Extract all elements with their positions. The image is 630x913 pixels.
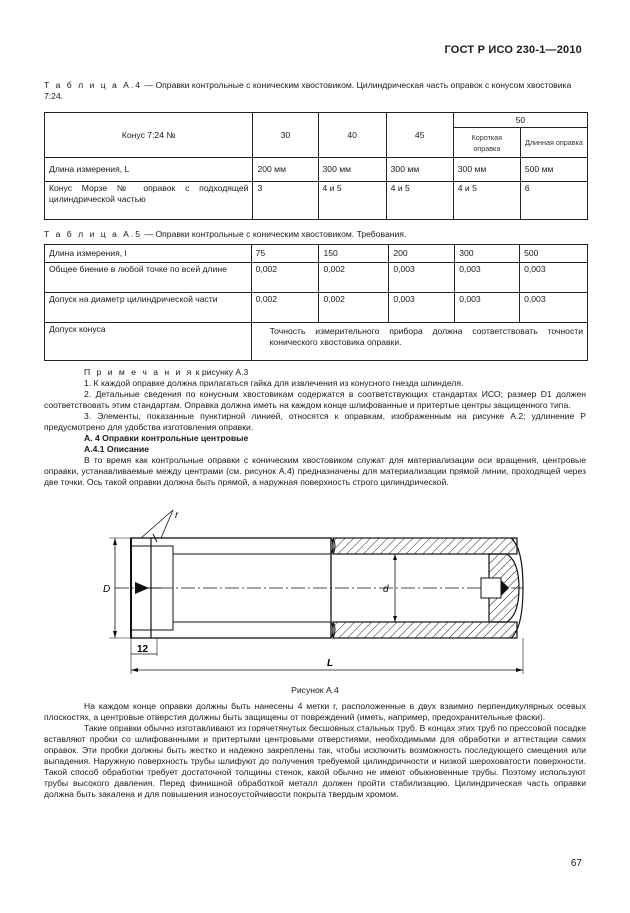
table-row <box>45 323 588 361</box>
standard-header: ГОСТ Р ИСО 230-1—2010 <box>444 44 582 56</box>
section-subheading: А.4.1 Описание <box>84 444 150 454</box>
note-1: 1. К каждой оправке должна прилагаться гайка для извлечения из конусного гнезда шпинделя. <box>84 378 464 388</box>
figure-a4-drawing <box>95 508 535 686</box>
col-head-long: Длинная оправка <box>520 128 587 158</box>
table-a5-caption-prefix: Т а б л и ц а А.5 <box>44 229 143 239</box>
table-a4 <box>44 112 588 220</box>
table-a5 <box>44 244 588 361</box>
body-paragraph-2: Такие оправки обычно изготавливают из горячетянутых бесшовных стальных труб. В концах этих труб по прессовой посадке вставляют пробки со шлифованными и притертыми центровыми отверстиями, необходимыми для обработки и аттестации самих оправок. Эти пробки должны быть жестко и надежно закреплены так, чтобы исключить возможность последующего смещения или выпадения. Наружную поверхность трубы шлифуют до получения требуемой цилиндричности и низкой шероховатости поверхности. Такой способ обработки требует достаточной толщины стенок, какой обычно не имеют обыкновенные трубы. Поэтому используют трубы высокого давления. Перед финишной обработкой металл должен пройти стабилизацию. Цилиндрическая часть оправки должна быть закалена и для повышения износоустойчивости покрыта твердым хромом. <box>44 723 586 799</box>
row-label: Конус Морзе № оправок с подходящей цилиндрической частью <box>45 182 253 220</box>
row-label: Допуск на диаметр цилиндрической части <box>45 293 252 323</box>
row-label: Длина измерения, l <box>45 245 252 263</box>
notes-title-rest: к рисунку А.3 <box>193 367 249 377</box>
col-head-50: 50 <box>453 113 587 128</box>
label-D: D <box>103 584 111 595</box>
col-head-short: Короткая оправка <box>453 128 520 158</box>
cell: 0,002 <box>251 263 319 293</box>
cell: 4 и 5 <box>318 182 386 220</box>
cell: 150 <box>319 245 389 263</box>
page-number: 67 <box>570 858 582 869</box>
label-L: L <box>327 658 334 669</box>
table-row <box>45 293 588 323</box>
section-paragraph: В то время как контрольные оправки с коническим хвостовиком служат для материализации оси вращения, центровые оправки, устанавливаемые между центрами (см. рисунок А.4) предназначены для материализации прямой линии, проходящей через две точки. Ось такой оправки должна быть прямой, а наружная поверхность строго цилиндрической. <box>44 455 586 487</box>
col-head-30: 30 <box>253 113 318 158</box>
cell: 500 <box>520 245 588 263</box>
note-2: 2. Детальные сведения по конусным хвостовикам содержатся в соответствующих стандартах ИСО; размер D1 должен соответствовать этим стандартам. Оправка должна иметь на каждом конце шлифованные и притертые центры защищенного типа. <box>44 389 586 410</box>
note-3: 3. Элементы, показанные пунктирной линией, относятся к оправкам, изображенным на рисунке А.2; удлинение P предусмотрено для удобства изготовления оправки. <box>44 411 586 432</box>
table-row <box>45 263 588 293</box>
label-r: r <box>175 510 179 521</box>
cell: 200 мм <box>253 158 318 182</box>
row-label: Длина измерения, L <box>45 158 253 182</box>
table-a4-caption-text: — Оправки контрольные с коническим хвостовиком. Цилиндрическая часть оправок с конусом хвостовика 7:24. <box>44 80 572 101</box>
table-row <box>45 113 588 128</box>
notes-block <box>44 367 586 488</box>
cell: 0,002 <box>251 293 319 323</box>
cell: 200 <box>389 245 455 263</box>
cell: 0,003 <box>455 293 520 323</box>
col-head-45: 45 <box>386 113 453 158</box>
table-row <box>45 158 588 182</box>
cell: 0,003 <box>389 293 455 323</box>
body-paragraph-1: На каждом конце оправки должны быть нанесены 4 метки r, расположенные в двух взаимно перпендикулярных осевых плоскостях, а центровые отверстия должны быть защищены от повреждений (иметь, например, предохранительные фаски). <box>44 701 586 722</box>
table-row <box>45 245 588 263</box>
table-a5-caption <box>44 229 588 240</box>
row-label: Общее биение в любой точке по всей длине <box>45 263 252 293</box>
cone-tolerance-text: Точность измерительного прибора должна соответствовать точности конического хвостовика оправки. <box>251 323 587 361</box>
cell: 0,003 <box>389 263 455 293</box>
figure-caption: Рисунок А.4 <box>291 685 339 695</box>
cell: 300 мм <box>386 158 453 182</box>
cell: 0,003 <box>455 263 520 293</box>
cell: 300 мм <box>453 158 520 182</box>
cell: 75 <box>251 245 319 263</box>
cell: 0,003 <box>520 263 588 293</box>
notes-title <box>44 367 586 378</box>
cell: 0,002 <box>319 263 389 293</box>
cell: 300 мм <box>318 158 386 182</box>
cell: 0,002 <box>319 293 389 323</box>
cell: 300 <box>455 245 520 263</box>
cell: 0,003 <box>520 293 588 323</box>
cell: 4 и 5 <box>453 182 520 220</box>
cell: 4 и 5 <box>386 182 453 220</box>
cell: 500 мм <box>520 158 587 182</box>
notes-title-spaced: П р и м е ч а н и я <box>84 367 194 377</box>
table-row <box>45 182 588 220</box>
cell: 6 <box>520 182 587 220</box>
cell: 3 <box>253 182 318 220</box>
row-label: Допуск конуса <box>45 323 252 361</box>
col-head-cone: Конус 7:24 № <box>45 113 253 158</box>
label-d: d <box>383 584 389 595</box>
section-heading: А. 4 Оправки контрольные центровые <box>84 433 249 443</box>
label-12: 12 <box>137 644 149 655</box>
table-a5-caption-text: — Оправки контрольные с коническим хвостовиком. Требования. <box>142 229 407 239</box>
table-a4-caption-prefix: Т а б л и ц а А.4 <box>44 80 143 90</box>
table-a4-caption <box>44 80 588 102</box>
col-head-40: 40 <box>318 113 386 158</box>
body-text <box>44 701 586 800</box>
